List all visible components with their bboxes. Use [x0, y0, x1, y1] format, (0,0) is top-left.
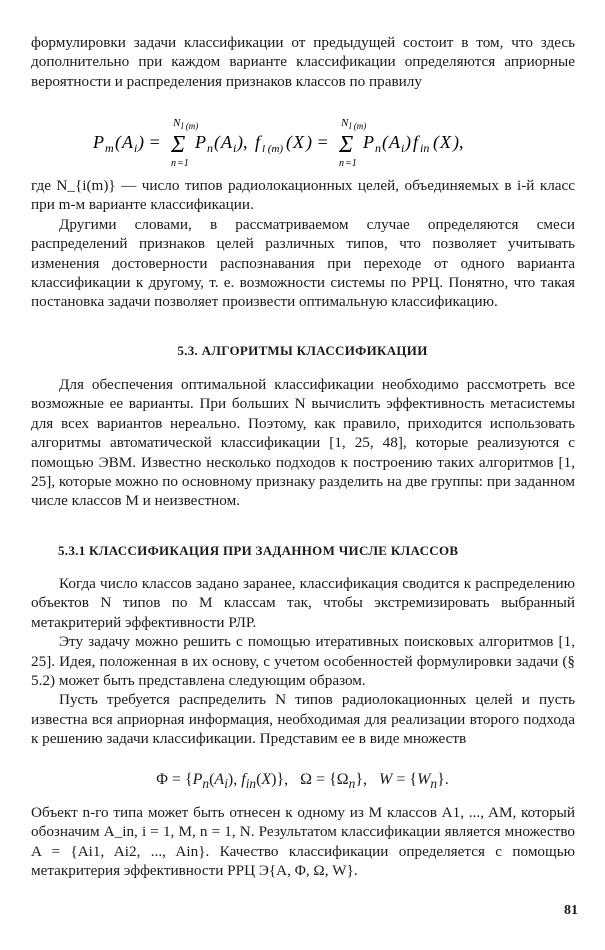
intro-text-block [31, 33, 575, 91]
svg-text:(: ( [381, 132, 388, 152]
svg-text:n: n [206, 141, 213, 155]
svg-text:Σ: Σ [170, 132, 185, 158]
svg-text:N: N [172, 117, 180, 129]
svg-text:) =: ) = [137, 132, 161, 152]
subsection-paragraph-2: Эту задачу можно решить с помощью итеративных поисковых алгоритмов [1, 25]. Идея, положенная в их основу, с учетом особенностей формулировки задачи (§ 5.2) может быть представлена следующим образом. [31, 633, 575, 690]
svg-text:(: ( [432, 132, 439, 152]
svg-text:X: X [292, 132, 304, 152]
svg-text:A: A [388, 132, 400, 152]
svg-text:i: i [400, 141, 404, 155]
svg-text:),: ), [452, 132, 463, 152]
svg-text:(: ( [285, 132, 292, 152]
formula-sets: $\Phi = \{P_n(A_i)$, $f_{in}(X)$}, $\Omega = \{\Omega_n\}$, $W = \{W_n\}$. [156, 771, 449, 792]
section-text-block [31, 375, 575, 511]
subsection-heading: 5.3.1 КЛАССИФИКАЦИЯ ПРИ ЗАДАННОМ ЧИСЛЕ КЛАССОВ [58, 543, 459, 558]
svg-text:l (m): l (m) [180, 121, 198, 131]
svg-text:) =: ) = [305, 132, 329, 152]
svg-text:),: ), [236, 132, 247, 152]
formula-mixture-distributions [0, 110, 605, 177]
other-words-paragraph: Другими словами, в рассматриваемом случае определяются смеси распределений признаков целей различных типов, что позволяет учитывать изменения достоверности распознавания при переходе от одного варианта классификации к другому, т. е. возможности системы по РРЦ. Понятно, что такая постановка задачи позволяет произвести оптимальную классификацию. [31, 215, 575, 311]
svg-text:A: A [220, 132, 232, 152]
formula-mixture-svg [93, 110, 513, 172]
final-paragraph: Объект n-го типа может быть отнесен к одному из M классов A1, ..., AM, который обозначим A_in, i = 1, M, n = 1, N. Результатом классификации является множество A = {Ai1, Ai2, ..., Ain}. Качество классификации определяется с помощью метакритерия эффективности РРЦ Э{A, Φ, Ω, W}. [31, 804, 575, 880]
svg-text:f: f [254, 132, 260, 152]
svg-text:X: X [439, 132, 451, 152]
svg-text:in: in [419, 141, 429, 155]
svg-text:(: ( [114, 132, 121, 152]
svg-text:=1: =1 [344, 158, 357, 169]
svg-text:n: n [170, 158, 176, 169]
svg-text:i: i [232, 141, 236, 155]
section-heading: 5.3. АЛГОРИТМЫ КЛАССИФИКАЦИИ [177, 343, 428, 358]
svg-text:m: m [104, 141, 114, 155]
svg-text:=1: =1 [176, 158, 189, 169]
svg-text:n: n [338, 158, 344, 169]
intro-paragraph: формулировки задачи классификации от предыдущей состоит в том, что здесь дополнительно при каждом варианте классификации определяются априорные вероятности и распределения признаков классов по правилу [31, 34, 575, 90]
section-paragraph: Для обеспечения оптимальной классификации необходимо рассмотреть все возможные ее варианты. При больших N вычислить эффективность метасистемы для всех вариантов нереально. Поэтому, как правило, приходится использовать алгоритмы автоматической классификации [1, 25, 48], которые реализуются с помощью ЭВМ. Известно несколько подходов к построению таких алгоритмов [1, 25], которые можно по основному признаку разделить на две группы: при заданном числе классов M и неизвестном. [31, 376, 575, 510]
svg-text:A: A [121, 132, 133, 152]
explanation-text-block [31, 176, 575, 312]
subsection-paragraph-1: Когда число классов задано заранее, классификация сводится к распределению объектов N типов по M классам так, чтобы экстремизировать выбранный метакритерий эффективности РЛР. [31, 575, 575, 631]
final-text-block [31, 803, 575, 881]
where-paragraph: где N_{i(m)} — число типов радиолокационных целей, объединяемых в i-й класс при m-м варианте классификации. [31, 177, 575, 214]
svg-text:n: n [374, 141, 381, 155]
subsection-paragraph-3: Пусть требуется распределить N типов радиолокационных целей и пусть известна вся априорная информация, необходимая для реализации второго подхода к решению задачи классификации. Представим ее в виде множеств [31, 691, 575, 748]
page-number: 81 [564, 903, 578, 918]
svg-text:l (m): l (m) [348, 121, 366, 131]
svg-text:i: i [133, 141, 137, 155]
svg-text:Σ: Σ [338, 132, 353, 158]
svg-text:P: P [194, 132, 206, 152]
svg-text:f: f [412, 132, 418, 152]
subsection-text-block [31, 574, 575, 749]
svg-text:P: P [362, 132, 374, 152]
svg-text:N: N [340, 117, 348, 129]
svg-text:): ) [404, 132, 411, 152]
svg-text:P: P [92, 132, 104, 152]
svg-text:l (m): l (m) [261, 143, 283, 155]
svg-text:(: ( [213, 132, 220, 152]
